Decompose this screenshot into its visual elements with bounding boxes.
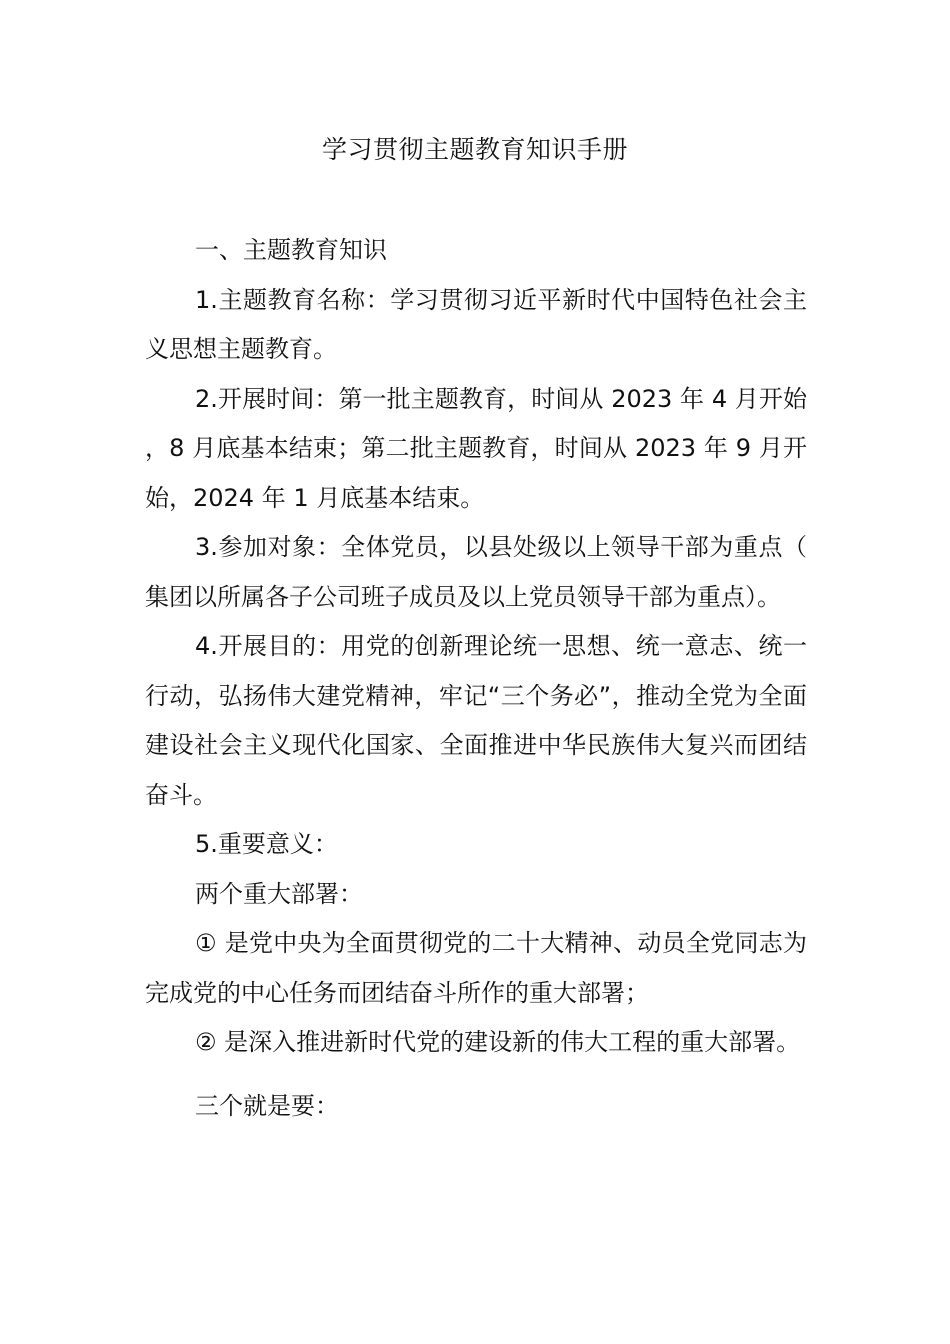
paragraph-participants: 3.参加对象：全体党员，以县处级以上领导干部为重点（集团以所属各子公司班子成员及以上党员领导干部为重点）。 bbox=[145, 533, 807, 611]
paragraph-significance: 5.重要意义： bbox=[195, 830, 338, 858]
document-body bbox=[145, 226, 807, 1131]
section-heading: 一、主题教育知识 bbox=[195, 236, 387, 264]
paragraph-purpose: 4.开展目的：用党的创新理论统一思想、统一意志、统一行动，弘扬伟大建党精神，牢记“三个务必”，推动全党为全面建设社会主义现代化国家、全面推进中华民族伟大复兴而团结奋斗。 bbox=[145, 632, 807, 809]
paragraph-deployment-1: ① 是党中央为全面贯彻党的二十大精神、动员全党同志为完成党的中心任务而团结奋斗所作的重大部署； bbox=[145, 929, 807, 1007]
document-title: 学习贯彻主题教育知识手册 bbox=[321, 135, 628, 164]
paragraph-three-musts: 三个就是要： bbox=[195, 1091, 339, 1120]
paragraph-topic-name: 1.主题教育名称：学习贯彻习近平新时代中国特色社会主义思想主题教育。 bbox=[145, 285, 807, 363]
paragraph-two-deployments: 两个重大部署： bbox=[195, 879, 363, 908]
paragraph-schedule: 2.开展时间：第一批主题教育，时间从 2023 年 4 月开始，8 月底基本结束；第二批主题教育，时间从 2023 年 9 月开始，2024 年 1 月底基本结束。 bbox=[145, 384, 807, 512]
paragraph-deployment-2: ② 是深入推进新时代党的建设新的伟大工程的重大部署。 bbox=[195, 1028, 801, 1056]
